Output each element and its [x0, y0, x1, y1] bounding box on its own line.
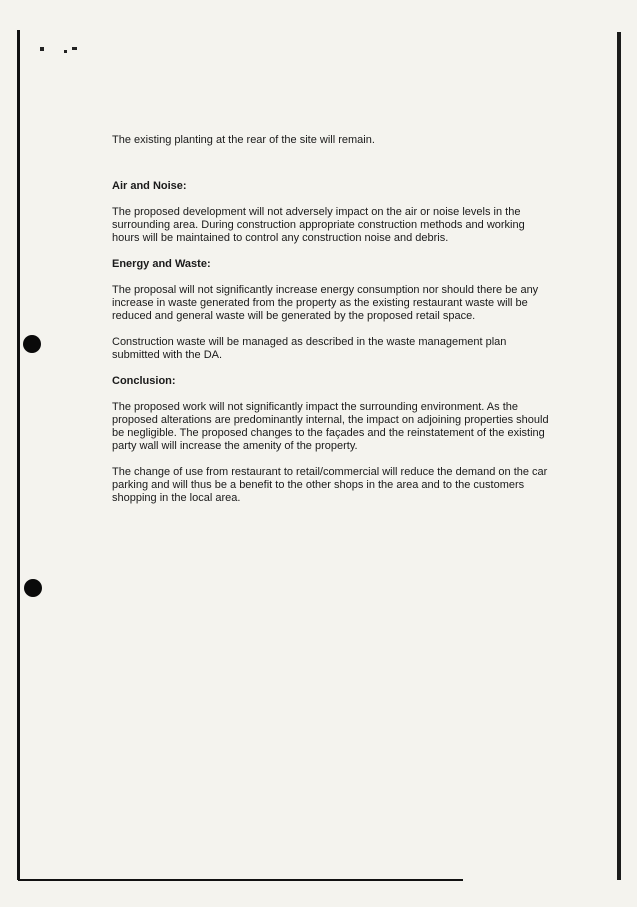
scan-edge-right	[617, 32, 621, 880]
punch-hole-top	[23, 335, 41, 353]
section-heading-conclusion: Conclusion:	[112, 375, 176, 387]
conclusion-paragraph-2: The change of use from restaurant to retail/commercial will reduce the demand on the car parking and will thus be a benefit to the other shops in the area and to the customers shopping in the local area.	[112, 466, 548, 504]
air-noise-paragraph: The proposed development will not adversely impact on the air or noise levels in the surrounding area. During construction appropriate construction methods and working hours will be maintained to control any construction noise and debris.	[112, 206, 525, 244]
document-body	[112, 134, 552, 505]
scan-speck	[64, 50, 67, 53]
section-heading-air-noise: Air and Noise:	[112, 180, 187, 192]
conclusion-paragraph-1: The proposed work will not significantly impact the surrounding environment. As the proposed alterations are predominantly internal, the impact on adjoining properties should be negligible. The proposed changes to the façades and the reinstatement of the existing party wall will increase the amenity of the property.	[112, 401, 549, 452]
scan-speck	[72, 47, 77, 50]
scan-edge-bottom	[18, 879, 463, 881]
scan-speck	[40, 47, 44, 51]
intro-paragraph: The existing planting at the rear of the site will remain.	[112, 134, 375, 146]
punch-hole-bottom	[24, 579, 42, 597]
energy-waste-paragraph-2: Construction waste will be managed as described in the waste management plan submitted with the DA.	[112, 336, 507, 361]
scan-edge-left	[17, 30, 20, 880]
section-heading-energy-waste: Energy and Waste:	[112, 258, 211, 270]
energy-waste-paragraph-1: The proposal will not significantly increase energy consumption nor should there be any increase in waste generated from the property as the existing restaurant waste will be reduced and general waste will be generated by the proposed retail space.	[112, 284, 539, 322]
